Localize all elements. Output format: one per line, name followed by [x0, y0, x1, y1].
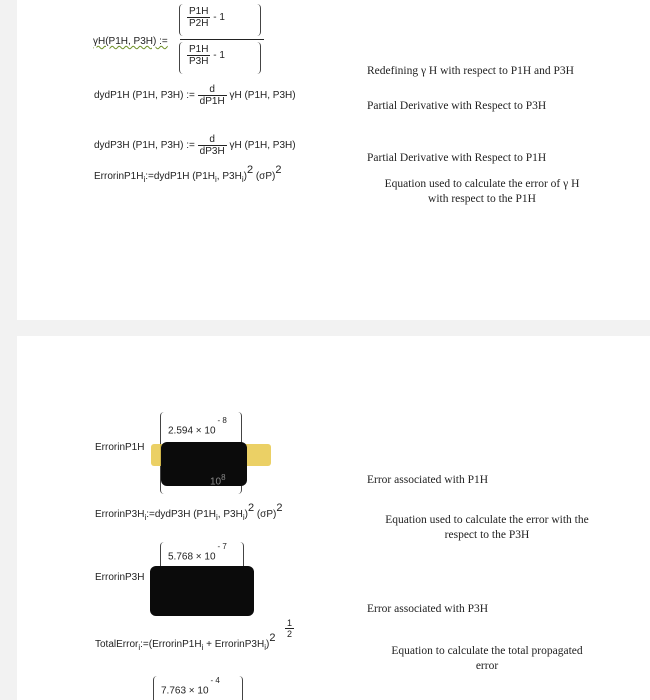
- note-error-p3h-equation: [367, 513, 607, 543]
- dydp3h-rhs: γH (P1H, P3H): [229, 140, 296, 152]
- gamma-h-minus-one-bottom: - 1: [213, 50, 225, 62]
- note-redefining-gamma: Redefining γ H with respect to P1H and P3H: [367, 65, 574, 77]
- dydp3h-definition: [94, 134, 296, 157]
- p1h-partial-value: $10^8$: [210, 473, 226, 488]
- dydp3h-derivative-operator: $\frac{d}{dP3H}$: [199, 134, 225, 157]
- note-error-gamma-line2: with respect to the P1H: [428, 193, 536, 205]
- top-worksheet-panel: [17, 0, 650, 320]
- bottom-worksheet-panel: [17, 336, 650, 700]
- total-error-definition: $TotalError_i:=(ErrorinP1H_i$ + $ErrorinP3H_i)2$: [95, 632, 276, 652]
- note-total-error: [367, 644, 607, 674]
- gamma-h-fraction-line: [180, 39, 264, 40]
- dydp1h-lhs: dydP1H (P1H, P3H) :=: [94, 90, 195, 102]
- dydp1h-rhs: γH (P1H, P3H): [229, 90, 296, 102]
- errorinp1h-label: ErrorinP1H: [95, 442, 145, 453]
- note-total-error-line1: Equation to calculate the total propagated: [391, 645, 583, 657]
- gamma-h-denominator: [187, 44, 225, 67]
- note-partial-p3h: Partial Derivative with Respect to P3H: [367, 100, 547, 112]
- total-result-value: $7.763 \times 10^{- 4}$: [161, 676, 220, 697]
- note-total-error-line2: error: [475, 660, 499, 672]
- note-error-gamma: [367, 177, 597, 207]
- note-error-p3h-line2: respect to the P3H: [444, 529, 530, 541]
- errorinp3h-label: ErrorinP3H: [95, 572, 145, 583]
- gamma-h-lhs: γH(P1H, P3H) :=: [93, 36, 168, 47]
- total-error-exponent-half: $\frac{1}{2}$: [287, 618, 293, 639]
- note-error-p1h: Error associated with P1H: [367, 474, 489, 486]
- redaction-block-p1h: [161, 442, 247, 486]
- dydp1h-definition: [94, 84, 296, 107]
- errorinp1h-definition: $ErrorinP1H_i:=dydP1H$ ($P1H_i$, $P3H_i)2$ (σP)2: [94, 164, 282, 184]
- redaction-block-p3h: [150, 566, 254, 616]
- errorinp3h-definition: $ErrorinP3H_i:=dydP3H$ ($P1H_i$, $P3H_i)2$ (σP)2: [95, 502, 283, 522]
- note-error-p3h-line1: Equation used to calculate the error with the: [385, 514, 589, 526]
- gamma-h-numerator: [187, 6, 225, 29]
- gamma-h-minus-one-top: - 1: [213, 12, 225, 24]
- note-error-p3h: Error associated with P3H: [367, 603, 489, 615]
- gamma-h-ratio-p1h-p3h: $\frac{P1H}{P3H}$: [189, 44, 209, 67]
- note-partial-p1h: Partial Derivative with Respect to P1H: [367, 152, 547, 164]
- p1h-result-value: $2.594 \times 10^{- 8}$: [168, 416, 227, 437]
- gamma-h-definition: [93, 36, 168, 47]
- dydp3h-lhs: dydP3H (P1H, P3H) :=: [94, 140, 195, 152]
- p3h-result-value: $5.768 \times 10^{- 7}$: [168, 542, 227, 563]
- gamma-h-ratio-p1h-p2h: $\frac{P1H}{P2H}$: [189, 6, 209, 29]
- dydp1h-derivative-operator: $\frac{d}{dP1H}$: [199, 84, 225, 107]
- note-error-gamma-line1: Equation used to calculate the error of γ H: [384, 178, 580, 190]
